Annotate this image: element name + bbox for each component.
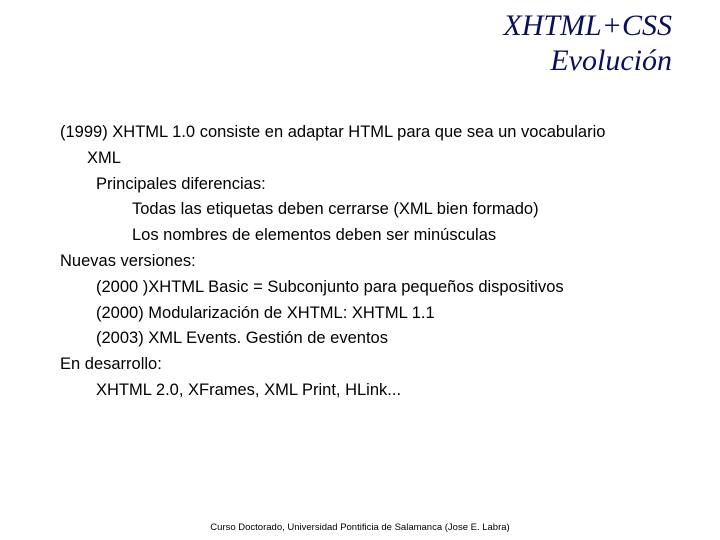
body-line-closing-tags: Todas las etiquetas deben cerrarse (XML bien formado)	[132, 200, 539, 219]
body-line-xhtml-1-0: (1999) XHTML 1.0 consiste en adaptar HTML para que sea un vocabulario	[60, 123, 606, 141]
body-line-modularization: (2000) Modularización de XHTML: XHTML 1.1	[96, 303, 435, 322]
body-line-main-differences: Principales diferencias:	[96, 174, 266, 193]
slide-title	[503, 8, 672, 78]
slide-footer: Curso Doctorado, Universidad Pontificia de Salamanca (Jose E. Labra)	[210, 522, 510, 533]
slide-body	[60, 120, 680, 404]
body-line-xml-events: (2003) XML Events. Gestión de eventos	[96, 329, 388, 348]
body-line-xhtml-2-0: XHTML 2.0, XFrames, XML Print, HLink...	[96, 380, 402, 399]
slide-title-sub: Evolución	[550, 44, 672, 77]
body-line-new-versions: Nuevas versiones:	[60, 251, 196, 270]
slide-title-main: XHTML+CSS	[503, 9, 672, 42]
body-line-xhtml-1-0-continued: XML	[87, 148, 121, 167]
body-line-xhtml-basic: (2000 )XHTML Basic = Subconjunto para pequeños dispositivos	[96, 277, 564, 296]
body-line-lowercase-names: Los nombres de elementos deben ser minúsculas	[132, 226, 497, 245]
body-line-in-development: En desarrollo:	[60, 355, 162, 374]
